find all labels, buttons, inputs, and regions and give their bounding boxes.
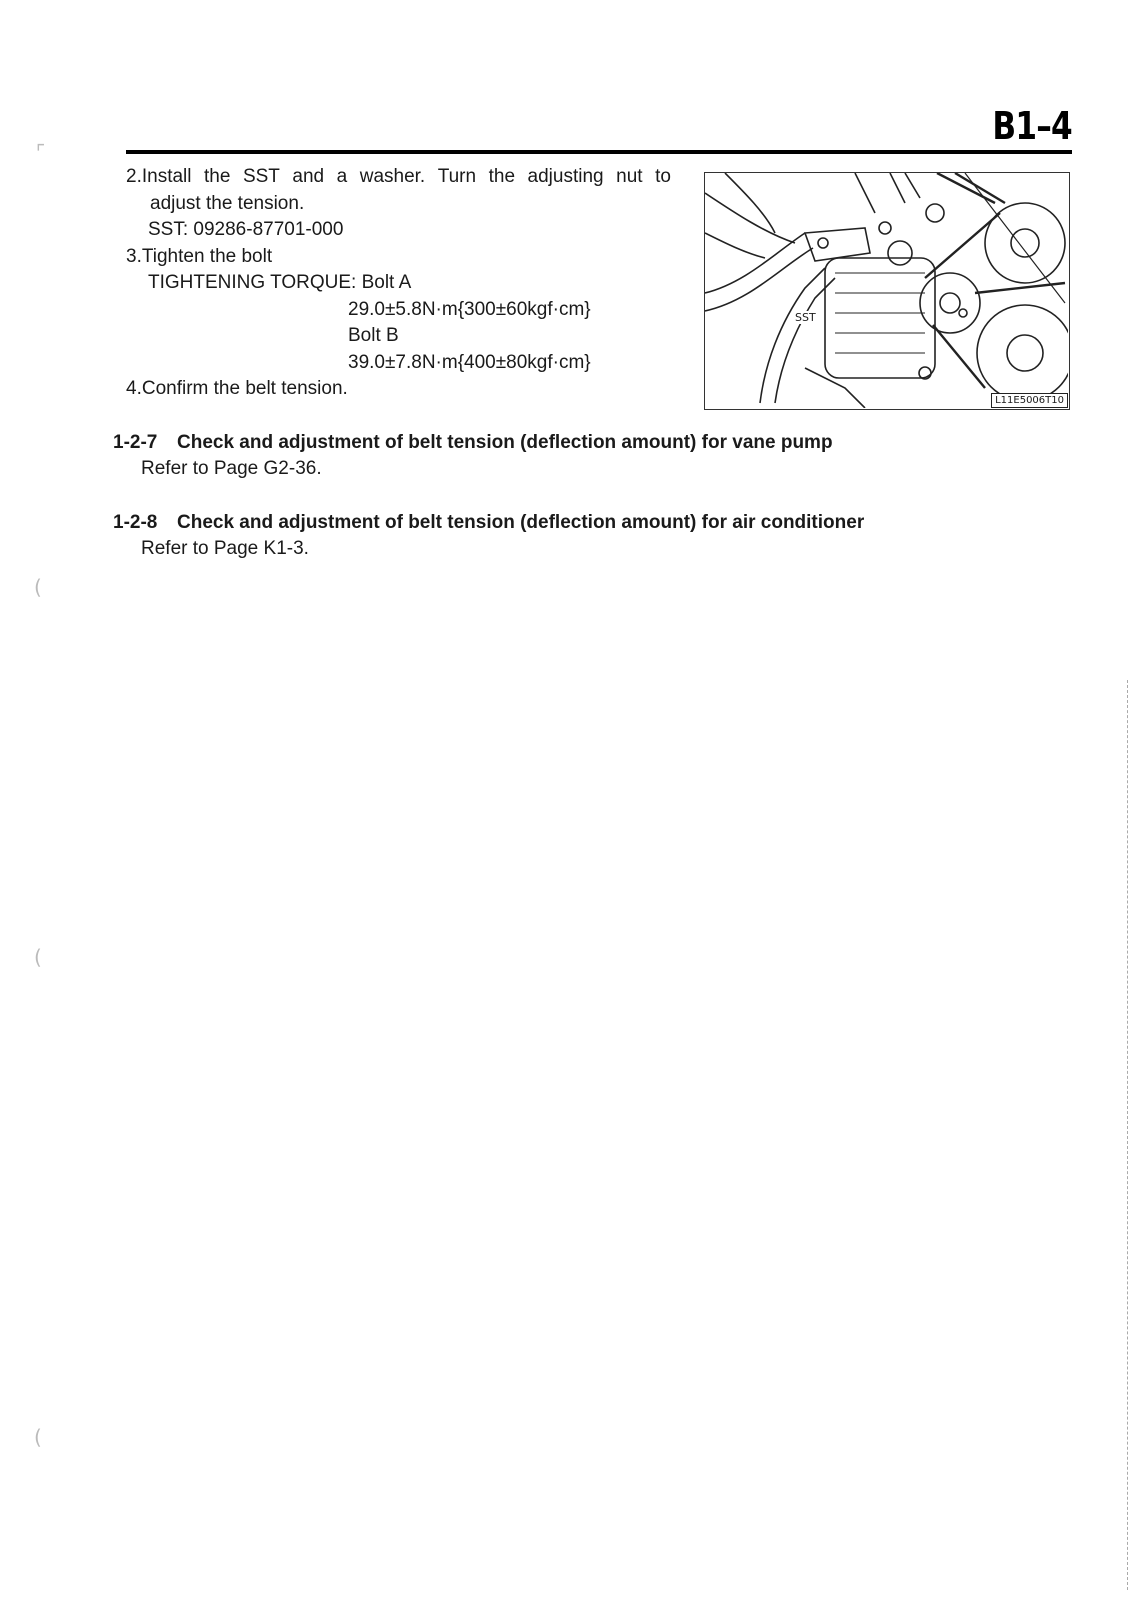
step-2-word: nut [616,166,643,187]
engine-line-drawing [705,173,1068,408]
section-heading [113,510,864,536]
step-3: 3.Tighten the bolt [126,245,273,267]
step-2-word: to [655,166,671,187]
section-number: 1-2-8 [113,512,158,533]
section-title: Check and adjustment of belt tension (deflection amount) for air conditioner [177,512,865,533]
section-title: Check and adjustment of belt tension (deflection amount) for vane pump [177,432,833,453]
header-rule [126,150,1072,154]
section-heading [113,430,833,456]
bolt-b-torque: 39.0±7.8N·m{400±80kgf·cm} [348,351,591,373]
scan-edge-line [1127,680,1128,1590]
sst-number: SST: 09286-87701-000 [148,219,344,240]
tightening-torque-label: TIGHTENING TORQUE: Bolt A [148,272,412,293]
step-2-line [126,164,671,191]
step-2-continuation: adjust the tension. [150,192,305,214]
procedure-steps [126,164,686,403]
sst-callout-label: SST [795,311,816,324]
binding-hole-mark: ( [34,1425,42,1449]
step-2-word: 2.Install [126,166,192,187]
section-vane-pump [113,430,833,482]
page-reference: Refer to Page K1-3. [141,538,309,559]
step-2-word: a [336,166,348,187]
step-2-word: adjusting [527,166,604,187]
step-2-word: SST [242,166,280,187]
bolt-b-label: Bolt B [348,325,399,346]
step-2-word: the [204,166,231,187]
engine-belt-illustration [704,172,1070,410]
binding-hole-mark: ( [34,945,42,969]
page-reference: Refer to Page G2-36. [141,458,322,479]
step-2-word: the [488,166,516,187]
step-4: 4.Confirm the belt tension. [126,378,348,399]
binding-hole-mark: ( [34,575,42,599]
section-number: 1-2-7 [113,432,158,453]
step-2-word: and [292,166,325,187]
page-number: B1–4 [992,104,1072,148]
binding-hole-mark: ⌜ [36,140,46,164]
section-air-conditioner [113,510,864,562]
step-2-word: washer. [359,166,426,187]
bolt-a-torque: 29.0±5.8N·m{300±60kgf·cm} [348,298,591,320]
step-2-word: Turn [437,166,477,187]
figure-code: L11E5006T10 [991,393,1068,408]
